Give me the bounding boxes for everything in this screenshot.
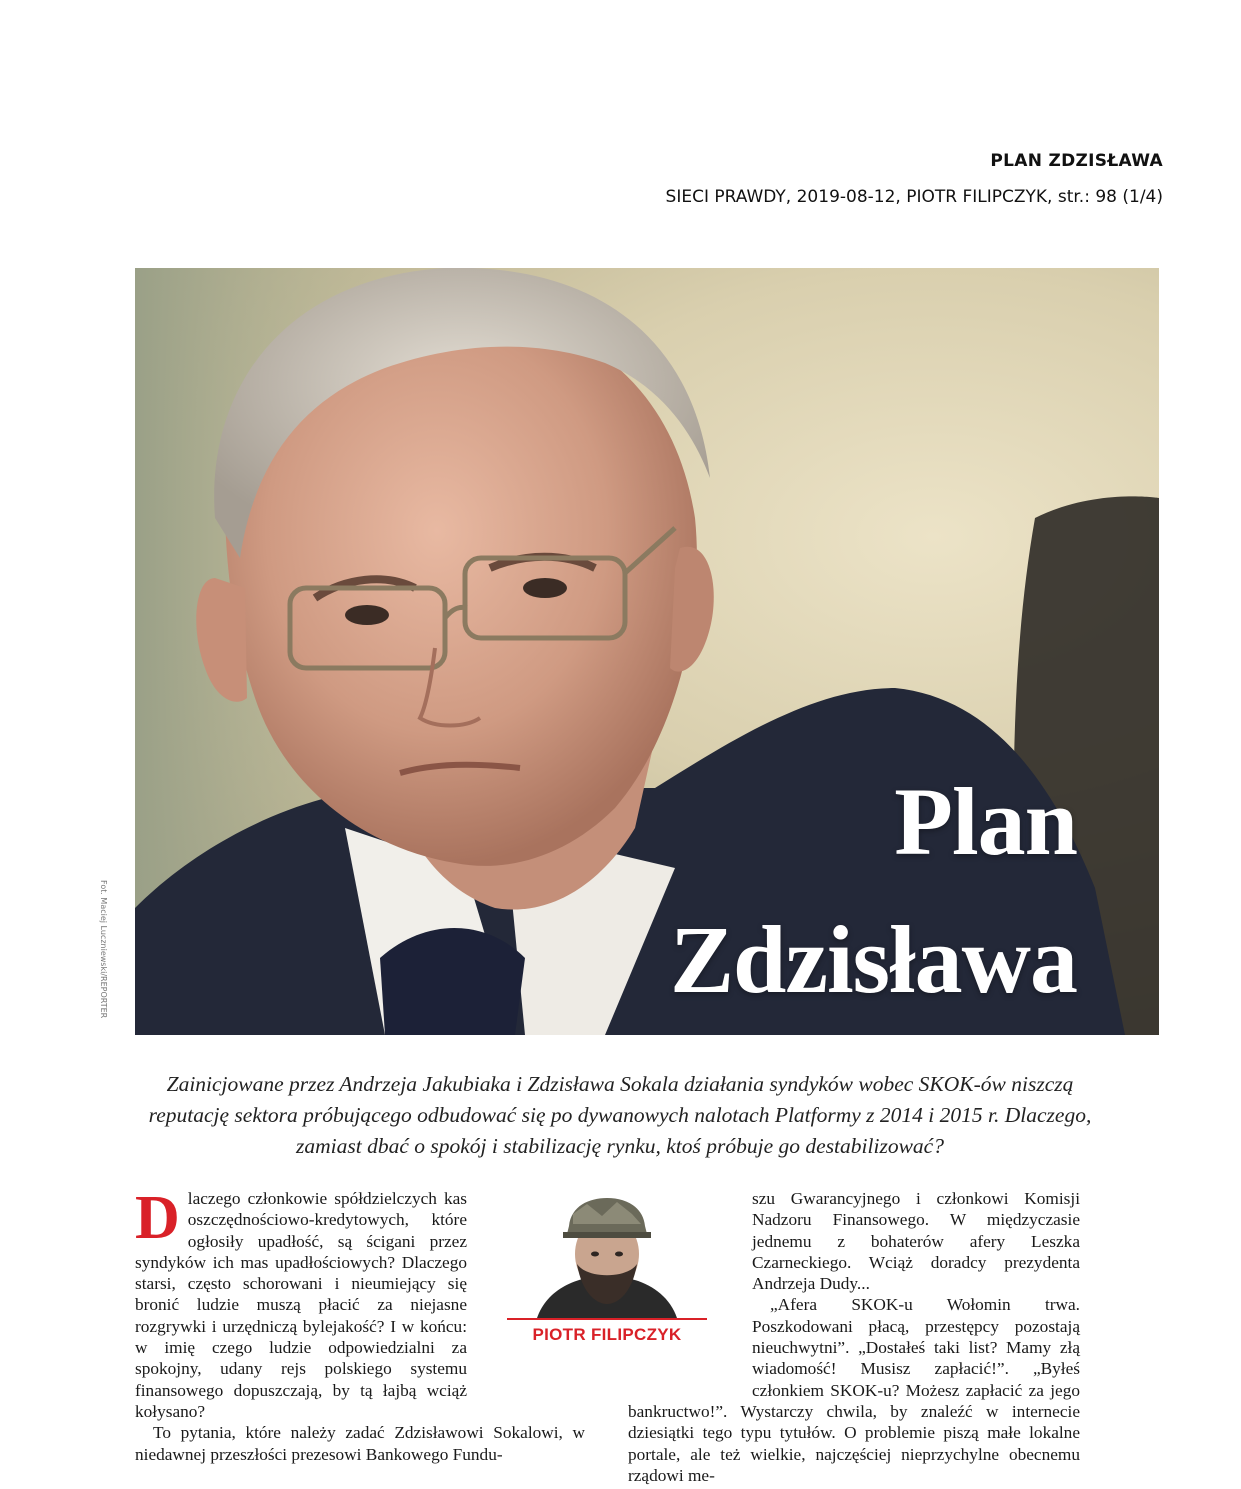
article-column-right bbox=[628, 1188, 1080, 1486]
headline-line-1: Plan bbox=[894, 768, 1077, 875]
photo-credit: Fot. Maciej Luczniewski/REPORTER bbox=[99, 880, 108, 1019]
body-paragraph-4: „Afera SKOK-u Wołomin trwa. Poszkodowani płacą, przestępcy pozostają nieuchwytni”. „Dostałeś taki list? Mamy złą wiadomość! Musisz zapłacić!”. „Byłeś członkiem SKOK-u? Możesz zapłacić za jego bankructwo!”. Wystarczy chwila, by znaleźć w internecie dziesiątki tego typu tytułów. O problemie piszą małe lokalne portale, ale też wielkie, najczęściej nieprzychylne obecnemu rządowi me- bbox=[628, 1295, 1080, 1485]
article-lead: Zainicjowane przez Andrzeja Jakubiaka i Zdzisława Sokala działania syndyków wobec SKOK-ów niszczą reputację sektora próbującego odbudować się po dywanowych nalotach Platformy z 2014 i 2015 r. Dlaczego, zamiast dbać o spokój i stabilizację rynku, ktoś próbuje go destabilizować? bbox=[148, 1072, 1092, 1158]
article-title-header: PLAN ZDZISŁAWA bbox=[990, 151, 1163, 171]
hero-photo bbox=[135, 268, 1159, 1035]
author-box-spacer-right bbox=[628, 1188, 752, 1388]
article-source-meta: SIECI PRAWDY, 2019-08-12, PIOTR FILIPCZYK, str.: 98 (1/4) bbox=[665, 187, 1163, 207]
body-paragraph-3: szu Gwarancyjnego i członkowi Komisji Nadzoru Finansowego. W międzyczasie jednemu z bohaterów afery Leszka Czarneckiego. Wciąż doradcy prezydenta Andrzeja Dudy... bbox=[752, 1189, 1080, 1294]
drop-cap: D bbox=[135, 1184, 180, 1252]
author-name: PIOTR FILIPCZYK bbox=[532, 1325, 682, 1344]
headline-line-2: Zdzisława bbox=[669, 906, 1077, 1013]
body-paragraph-1: Dlaczego członkowie spółdzielczych kas oszczędnościowo-kredytowych, które ogłosiły upadłość, są ścigani przez syndyków ich mas upadłościowych? Dlaczego starsi, często schorowani i nieumiejący się bronić ludzie muszą płacić za niejasne rozgrywki i urzędniczą bylejakość? I w końcu: w imię czego ludzie odpowiedzialni za spokojny, udany rejs polskiego systemu finansowego dopuszczają, by tą łajbą wciąż kołysano? bbox=[135, 1184, 467, 1421]
body-paragraph-2: To pytania, które należy zadać Zdzisławowi Sokalowi, w niedawnej przeszłości prezesowi Bankowego Fundu- bbox=[135, 1423, 585, 1464]
article-headline bbox=[670, 753, 1077, 1029]
